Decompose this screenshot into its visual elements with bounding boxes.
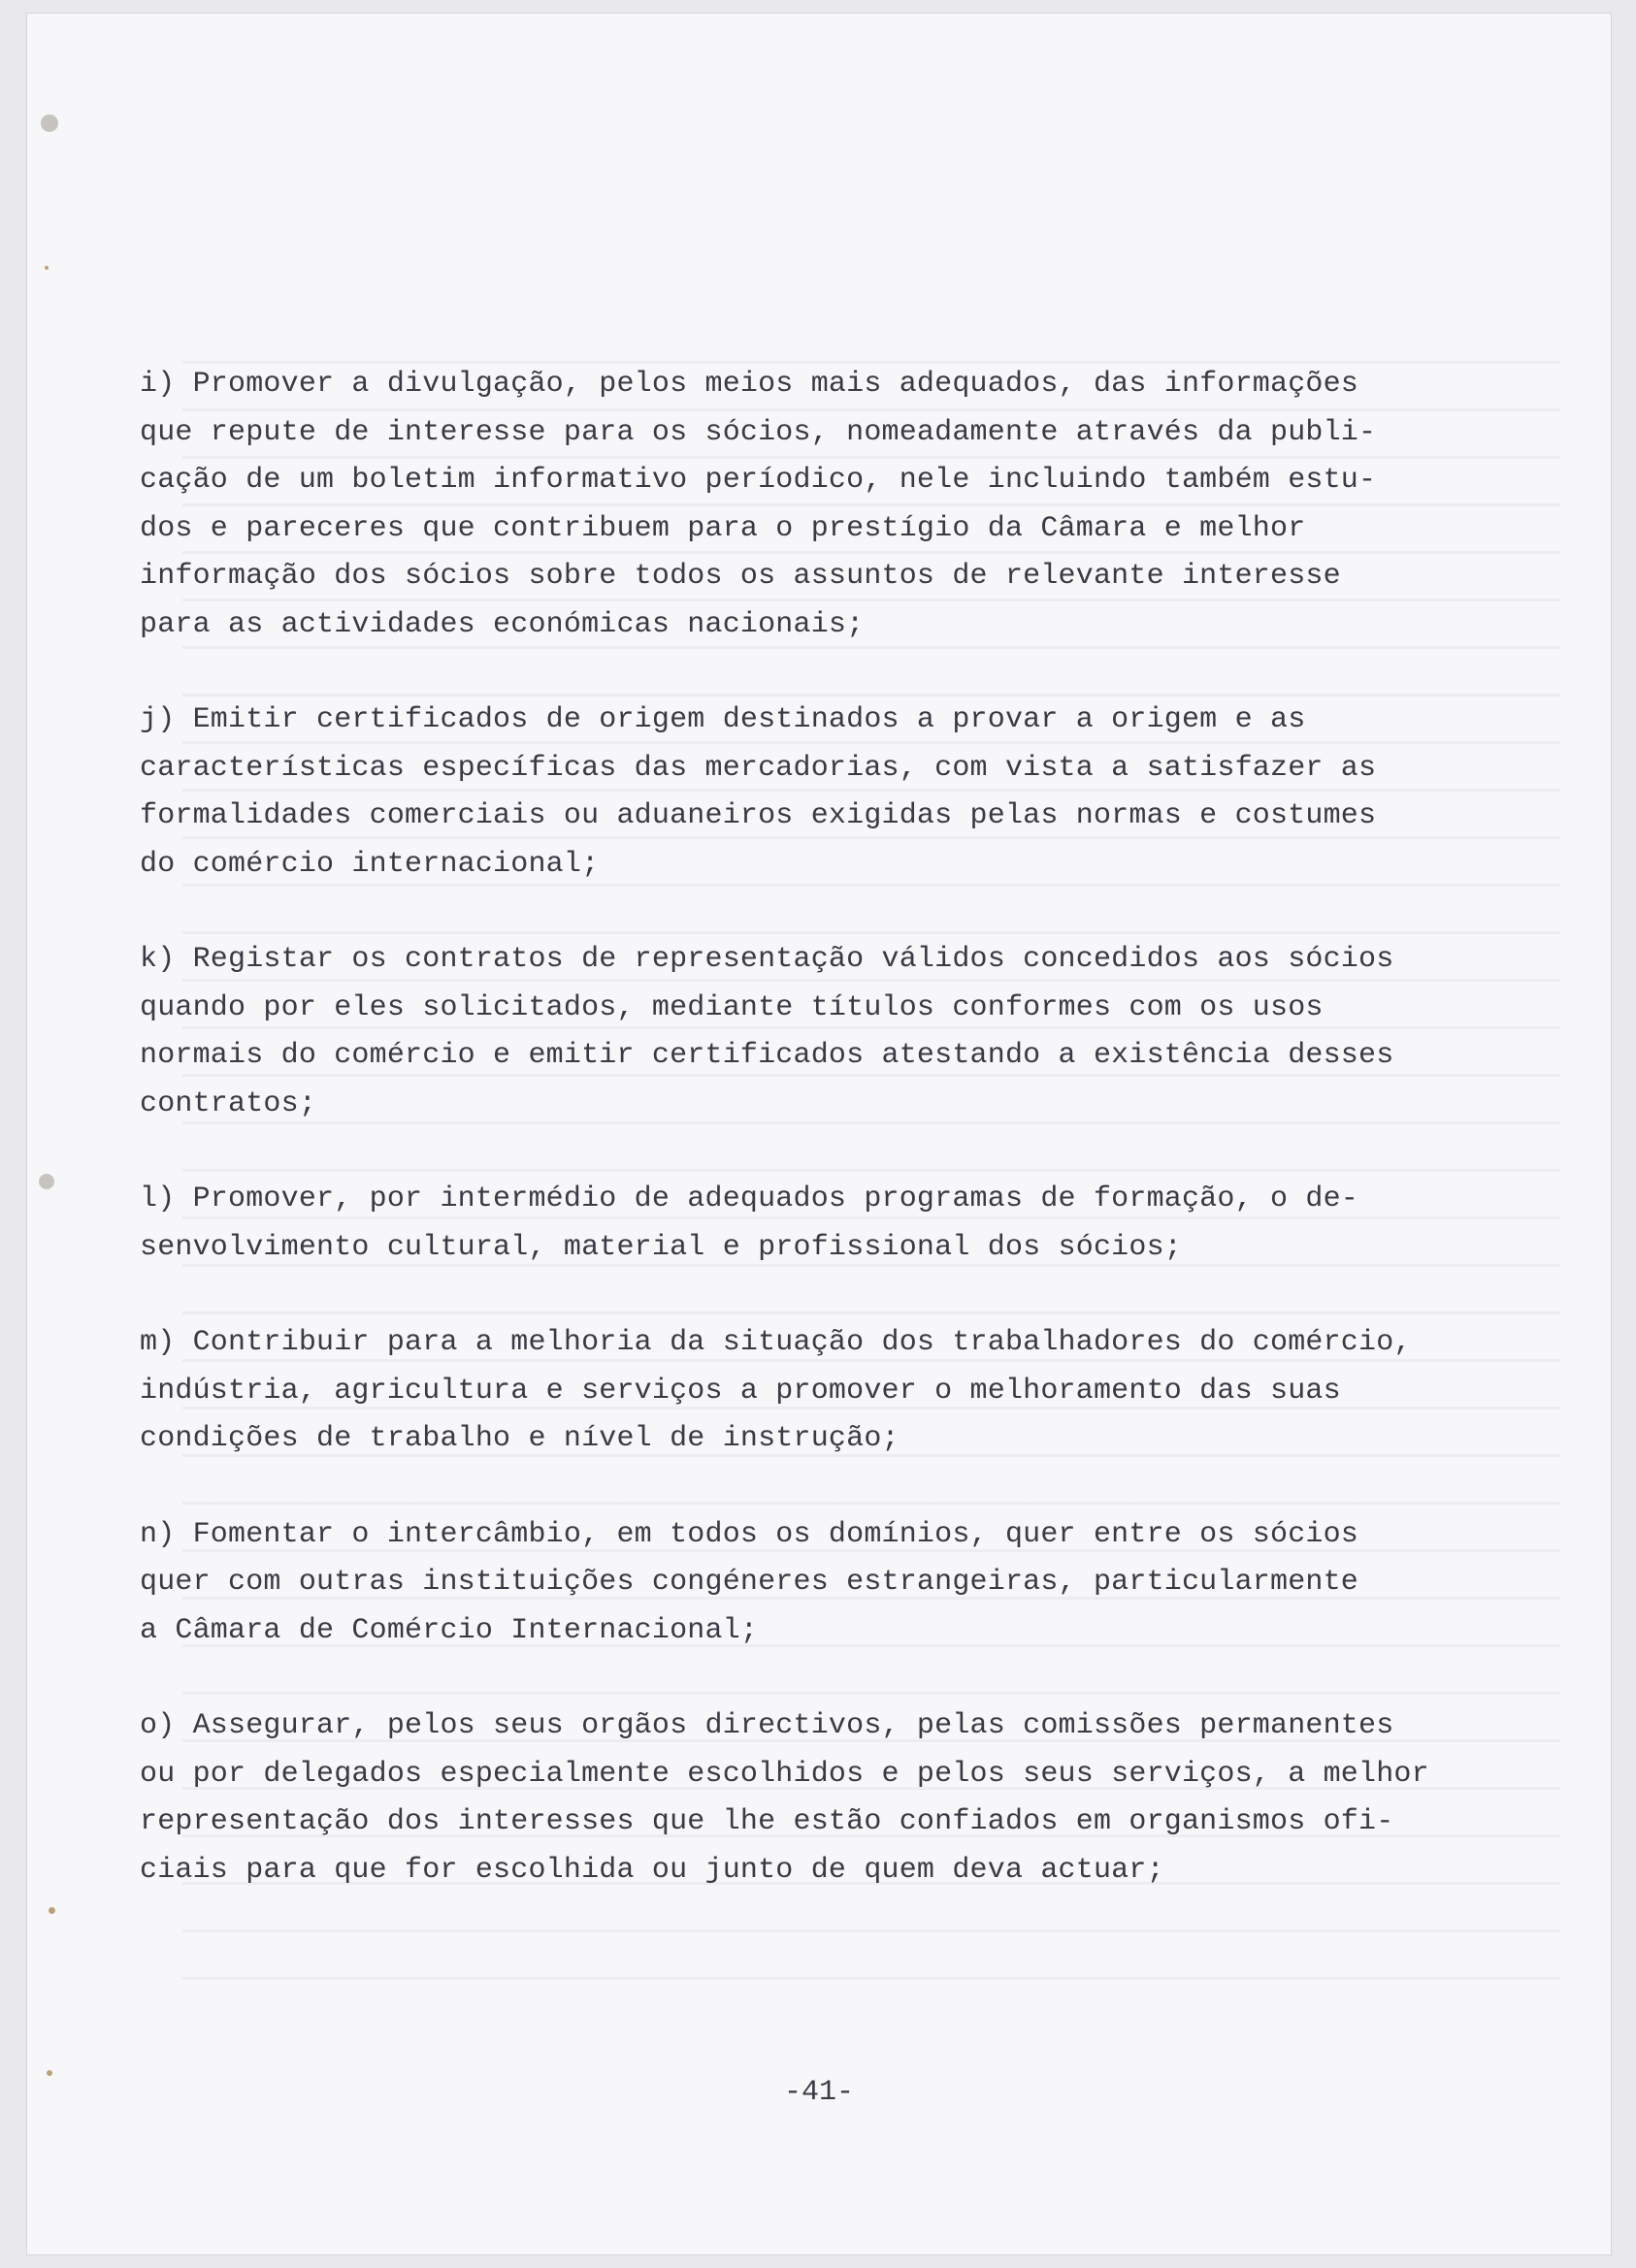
clause-i: i) Promover a divulgação, pelos meios mais adequados, das informações que repute de interesse para os sócios, nomeadamente através da publi- cação de um boletim informativo períodico, nele incluindo também estu- dos e pareceres que contribuem para o prestígio da Câmara e melhor informação dos sócios sobre todos os assuntos de relevante interesse para as actividades económicas nacionais; <box>140 368 1377 641</box>
paper-speck <box>49 1907 55 1914</box>
clause-k: k) Registar os contratos de representação válidos concedidos aos sócios quando por eles solicitados, mediante títulos conformes com os usos normais do comércio e emitir certificados atestando a existência desses contratos; <box>140 943 1394 1120</box>
paper-speck <box>45 266 49 270</box>
clause-j: j) Emitir certificados de origem destinados a provar a origem e as características específicas das mercadorias, com vista a satisfazer as formalidades comerciais ou aduaneiros exigidas pelas normas e costumes do comércio internacional; <box>140 703 1377 881</box>
clause-l: l) Promover, por intermédio de adequados programas de formação, o de- senvolvimento cultural, material e profissional dos sócios; <box>140 1183 1359 1264</box>
clause-o: o) Assegurar, pelos seus orgãos directivos, pelas comissões permanentes ou por delegados especialmente escolhidos e pelos seus serviços, a melhor representação dos interesses que lhe estão confiados em organismos ofi- ciais para que for escolhida ou junto de quem deva actuar; <box>140 1709 1429 1887</box>
punch-mark-middle <box>39 1174 54 1189</box>
page-number: -41- <box>783 2076 854 2109</box>
clause-n: n) Fomentar o intercâmbio, em todos os domínios, quer entre os sócios quer com outras instituições congéneres estrangeiras, particularmente a Câmara de Comércio Internacional; <box>140 1517 1359 1647</box>
punch-mark-top <box>41 114 58 132</box>
clause-m: m) Contribuir para a melhoria da situação dos trabalhadores do comércio, indústria, agricultura e serviços a promover o melhoramento das suas condições de trabalho e nível de instrução; <box>140 1326 1412 1455</box>
page-body <box>140 361 1537 1942</box>
